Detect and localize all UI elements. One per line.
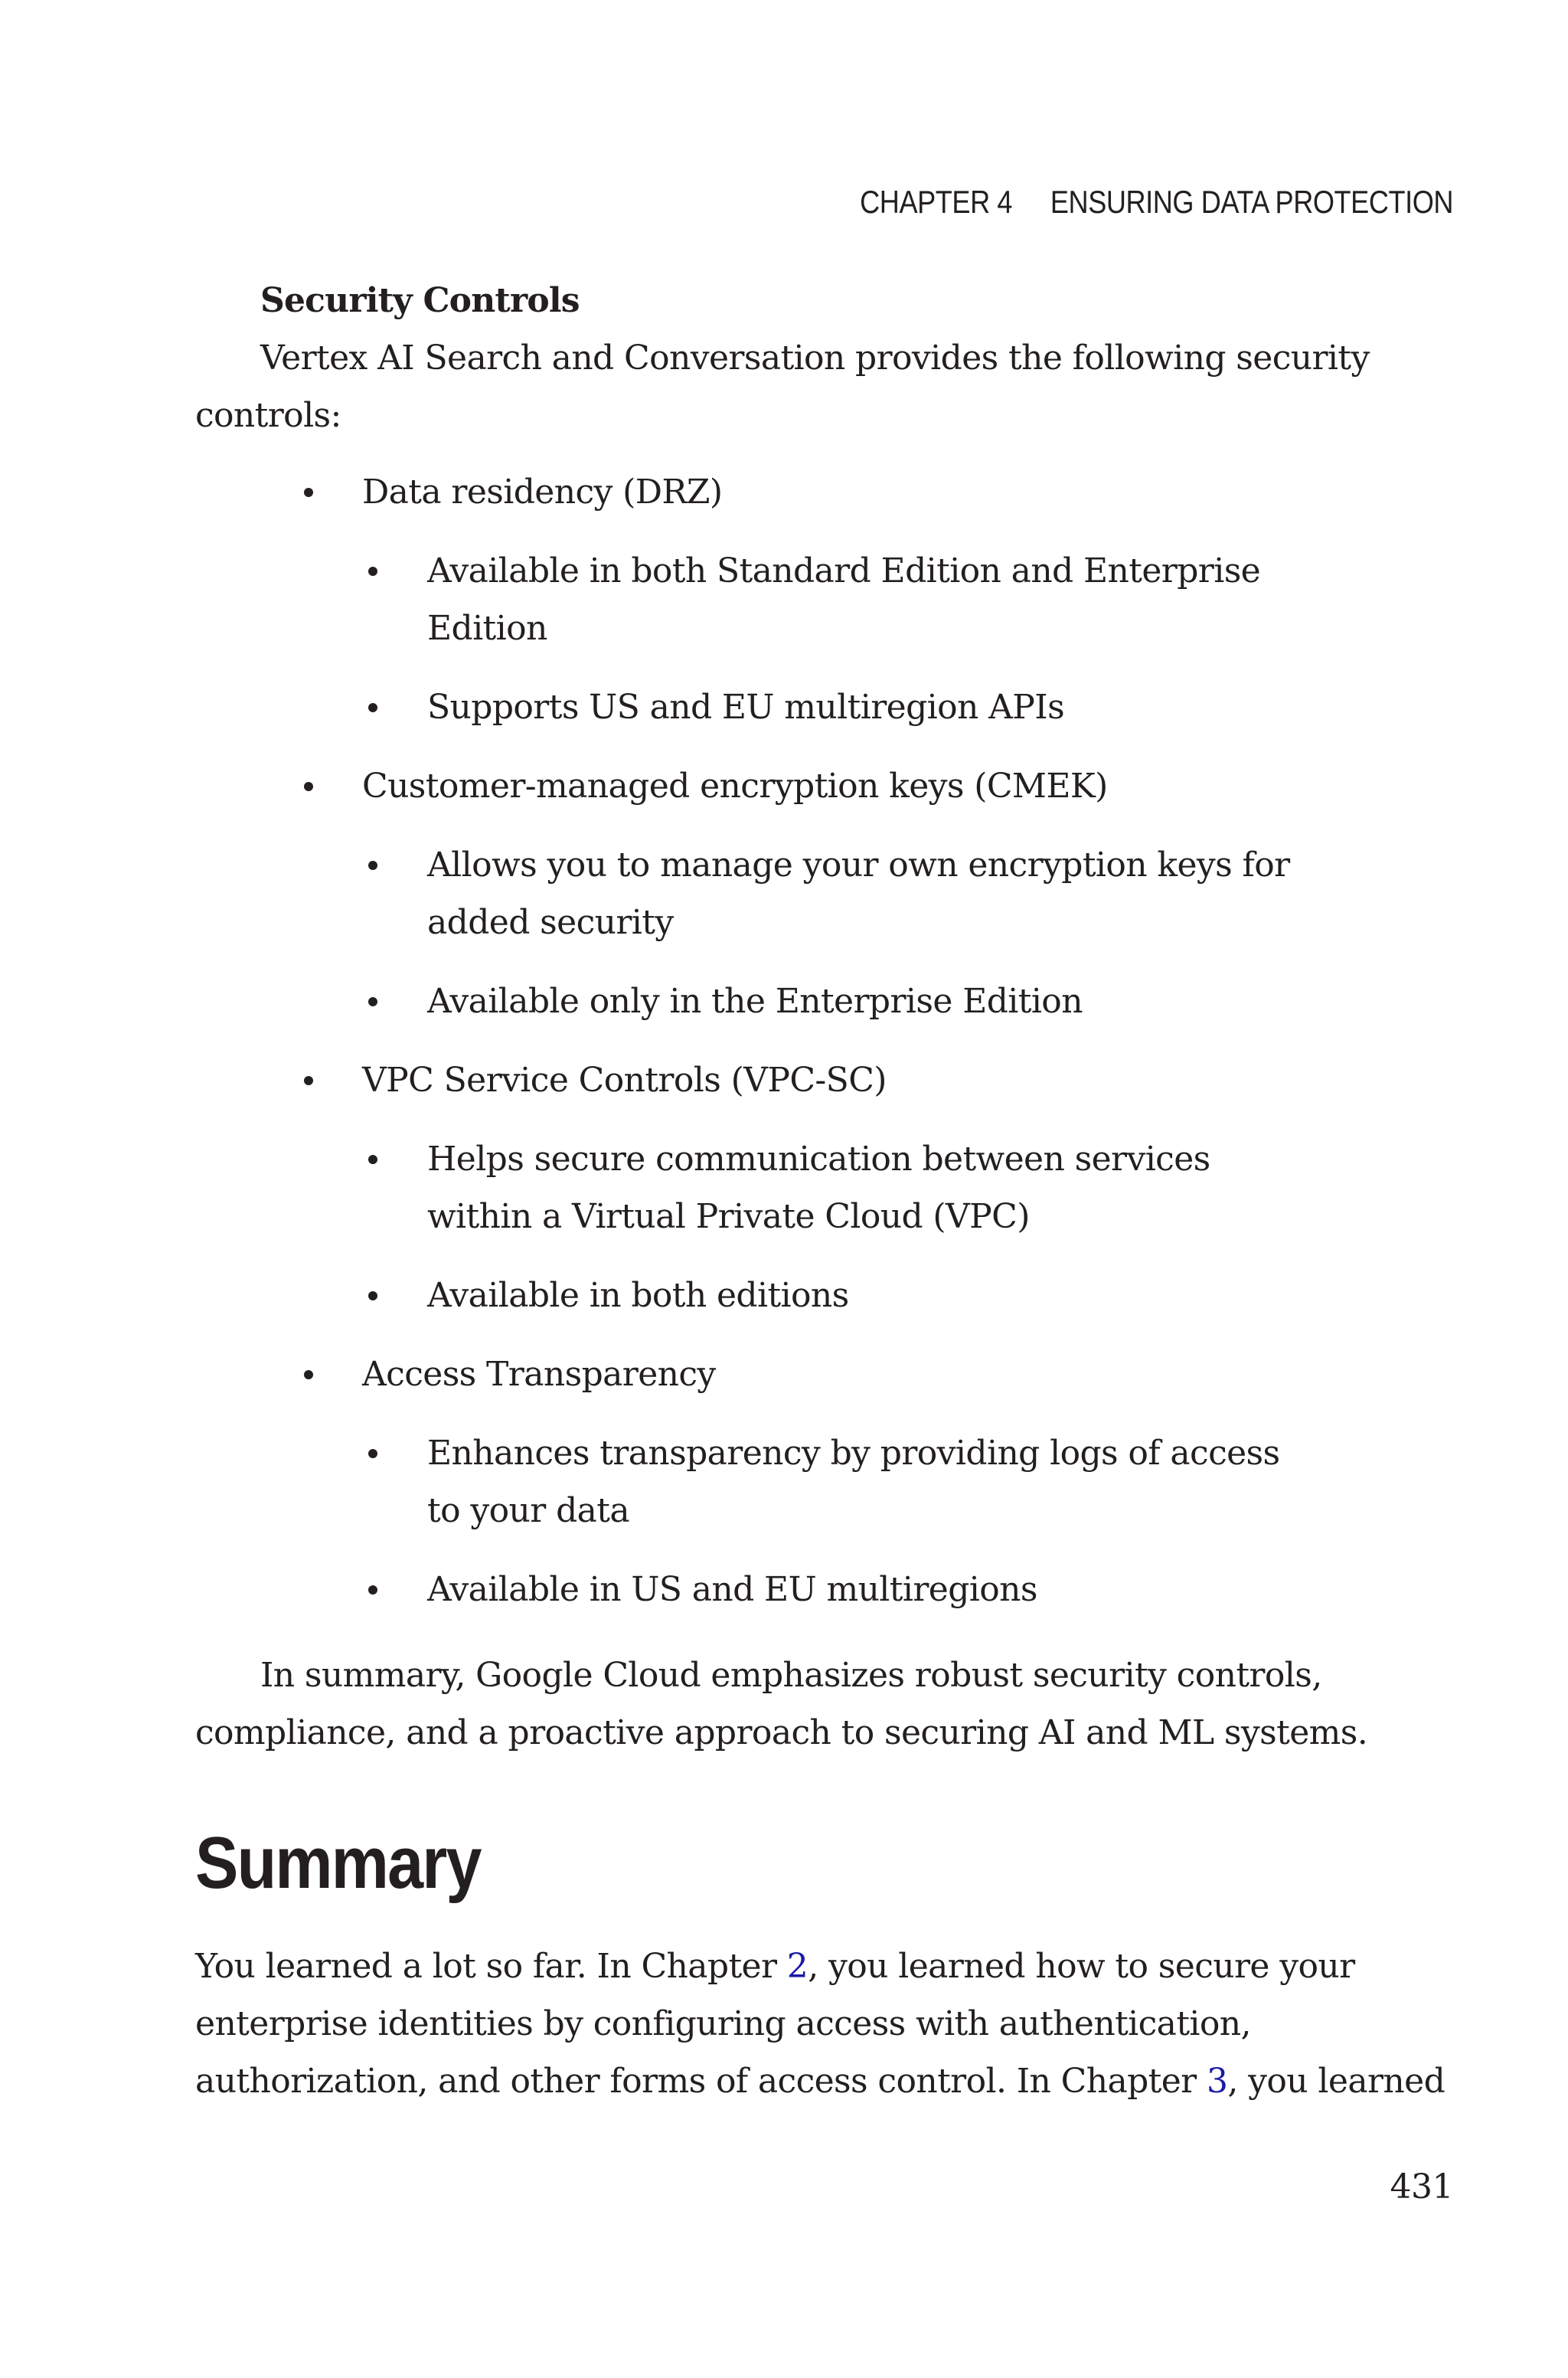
list-subitem	[195, 1561, 1315, 1618]
chapter-2-link[interactable]: 2	[786, 1947, 808, 1986]
subheading: Security Controls	[260, 281, 580, 320]
list-item-label: Access Transparency	[362, 1355, 716, 1394]
list-subitem	[195, 1425, 1315, 1539]
list-subitem	[195, 836, 1315, 951]
list-subitem-text: Available in US and EU multiregions	[427, 1570, 1037, 1609]
bullet-icon	[368, 703, 377, 712]
list-subitem	[195, 679, 1315, 736]
summary-text-part: , you learned how to secure your enterprise identities by configuring access with authentication, authorization, and other forms of access control. In Chapter	[195, 1947, 1355, 2101]
summary-text-part: , you learned	[1227, 2062, 1446, 2101]
bullet-icon	[368, 1449, 377, 1458]
list-subitem-text: Available in both Standard Edition and Enterprise Edition	[427, 551, 1261, 648]
bullet-icon	[304, 1076, 313, 1085]
list-subitem-text: Allows you to manage your own encryption keys for added security	[427, 846, 1290, 942]
security-controls-list	[195, 463, 1459, 1640]
page-number: 431	[1390, 2167, 1453, 2206]
header-chapter: CHAPTER 4	[860, 184, 1012, 220]
bullet-icon	[368, 567, 377, 576]
bullet-icon	[368, 997, 377, 1006]
bullet-icon	[304, 1370, 313, 1379]
list-item	[195, 1052, 1459, 1109]
list-subitem-text: Available only in the Enterprise Edition	[427, 982, 1083, 1021]
closing-paragraph: In summary, Google Cloud emphasizes robust security controls, compliance, and a proactive approach to securing AI and ML systems.	[195, 1656, 1368, 1752]
list-item	[195, 757, 1459, 815]
section-title: Summary	[195, 1822, 481, 1904]
chapter-3-link[interactable]: 3	[1206, 2062, 1228, 2101]
bullet-icon	[368, 1291, 377, 1300]
list-item-label: Customer-managed encryption keys (CMEK)	[362, 767, 1108, 806]
list-item	[195, 463, 1459, 521]
bullet-icon	[304, 782, 313, 791]
list-subitem	[195, 542, 1315, 657]
bullet-icon	[304, 488, 313, 497]
summary-paragraph	[195, 1938, 1459, 2110]
list-subitem	[195, 1130, 1315, 1245]
intro-paragraph: Vertex AI Search and Conversation provides the following security controls:	[195, 339, 1370, 435]
list-subitem-text: Available in both editions	[427, 1276, 849, 1315]
running-header	[860, 184, 1453, 221]
bullet-icon	[368, 861, 377, 870]
list-subitem-text: Enhances transparency by providing logs of access to your data	[427, 1434, 1280, 1530]
list-subitem-text: Supports US and EU multiregion APIs	[427, 688, 1065, 727]
list-item-label: Data residency (DRZ)	[362, 473, 723, 512]
list-subitem	[195, 973, 1315, 1030]
list-item-label: VPC Service Controls (VPC-SC)	[362, 1061, 887, 1100]
bullet-icon	[368, 1585, 377, 1595]
list-item	[195, 1346, 1459, 1403]
summary-text-part: You learned a lot so far. In Chapter	[195, 1947, 787, 1986]
bullet-icon	[368, 1155, 377, 1164]
header-title: ENSURING DATA PROTECTION	[1050, 184, 1453, 220]
list-subitem-text: Helps secure communication between services within a Virtual Private Cloud (VPC)	[427, 1140, 1210, 1236]
list-subitem	[195, 1267, 1315, 1324]
